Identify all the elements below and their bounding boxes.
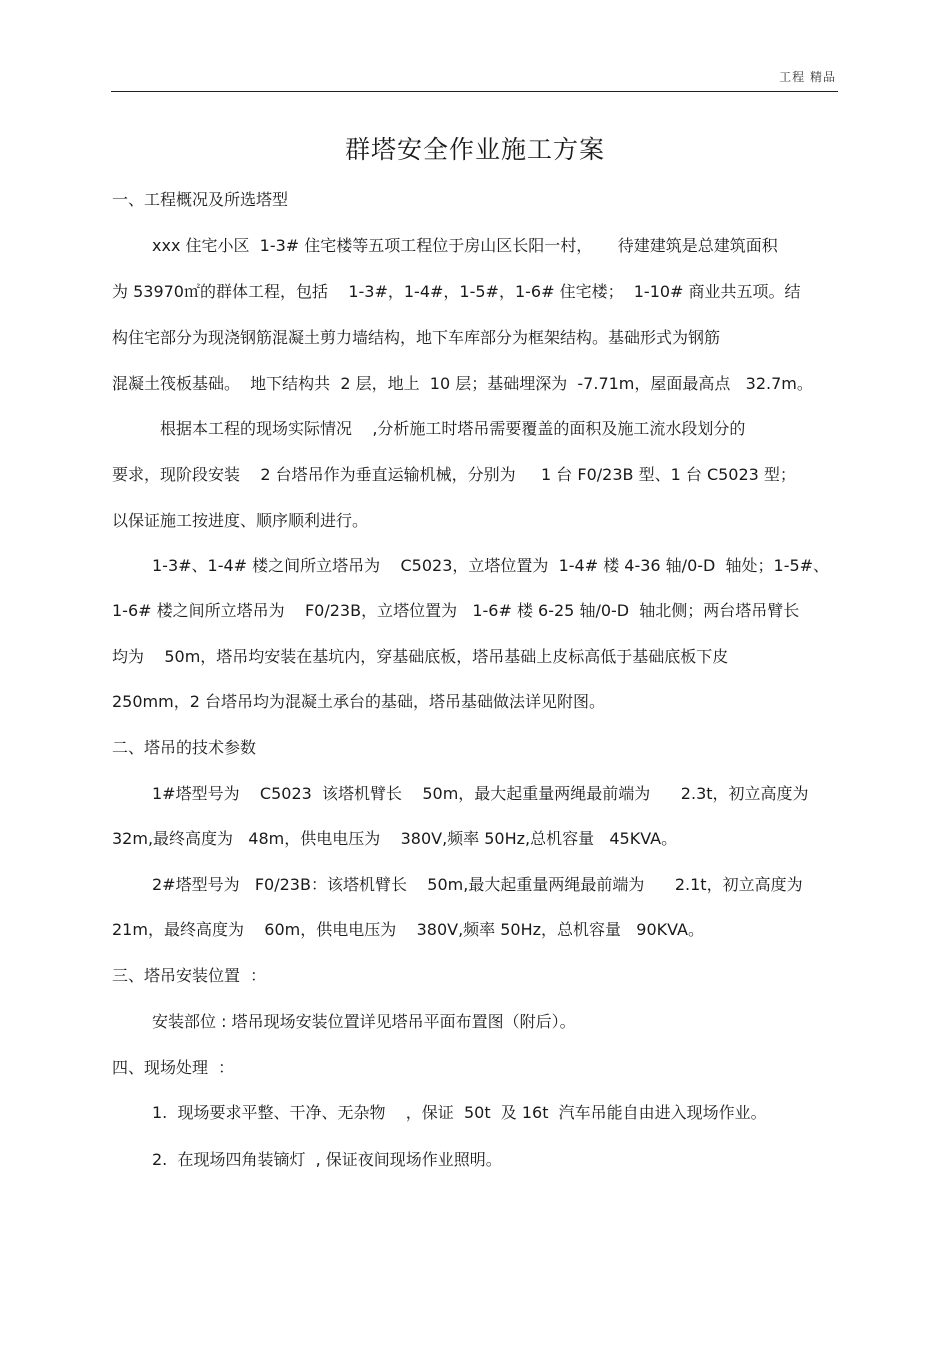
list-item: 2. 在现场四角装镝灯 , 保证夜间现场作业照明。 bbox=[152, 1150, 502, 1169]
paragraph-line: 1-6# 楼之间所立塔吊为 F0/23B，立塔位置为 1-6# 楼 6-25 轴/0-D 轴北侧；两台塔吊臂长 bbox=[112, 601, 800, 620]
section-heading-crane-params: 二、塔吊的技术参数 bbox=[112, 738, 257, 757]
paragraph-line: 21m，最终高度为 60m，供电电压为 380V,频率 50Hz，总机容量 90KVA。 bbox=[112, 920, 705, 939]
section-heading-site-prep: 四、现场处理 ： bbox=[112, 1058, 235, 1077]
paragraph-line: 要求，现阶段安装 2 台塔吊作为垂直运输机械，分别为 1 台 F0/23B 型、1 台 C5023 型； bbox=[112, 465, 796, 484]
header-label: 工程 精品 bbox=[779, 70, 836, 84]
paragraph-line: xxx 住宅小区 1-3# 住宅楼等五项工程位于房山区长阳一村， 待建建筑是总建筑面积 bbox=[152, 236, 778, 255]
document-title: 群塔安全作业施工方案 bbox=[344, 135, 605, 164]
list-item: 1. 现场要求平整、干净、无杂物 ，保证 50t 及 16t 汽车吊能自由进入现场作业。 bbox=[152, 1103, 767, 1122]
paragraph-line: 为 53970㎡的群体工程，包括 1-3#，1-4#，1-5#，1-6# 住宅楼； 1-10# 商业共五项。结 bbox=[112, 282, 801, 301]
section-heading-overview: 一、工程概况及所选塔型 bbox=[112, 190, 289, 209]
paragraph-line: 1-3#、1-4# 楼之间所立塔吊为 C5023，立塔位置为 1-4# 楼 4-36 轴/0-D 轴处；1-5#、 bbox=[152, 556, 830, 575]
paragraph-line: 构住宅部分为现浇钢筋混凝土剪力墙结构，地下车库部分为框架结构。基础形式为钢筋 bbox=[112, 328, 721, 347]
section-heading-install-location: 三、塔吊安装位置 ： bbox=[112, 966, 267, 985]
paragraph-line: 以保证施工按进度、顺序顺利进行。 bbox=[112, 511, 369, 530]
paragraph-line: 根据本工程的现场实际情况 ,分析施工时塔吊需要覆盖的面积及施工流水段划分的 bbox=[160, 419, 746, 438]
paragraph-line: 32m,最终高度为 48m，供电电压为 380V,频率 50Hz,总机容量 45KVA。 bbox=[112, 829, 678, 848]
paragraph-line: 混凝土筏板基础。 地下结构共 2 层，地上 10 层；基础埋深为 -7.71m，屋面最高点 32.7m。 bbox=[112, 374, 813, 393]
paragraph-line: 安装部位 : 塔吊现场安装位置详见塔吊平面布置图（附后）。 bbox=[152, 1012, 576, 1031]
header-divider bbox=[111, 91, 838, 92]
paragraph-line: 2#塔型号为 F0/23B：该塔机臂长 50m,最大起重量两绳最前端为 2.1t，初立高度为 bbox=[152, 875, 803, 894]
paragraph-line: 250mm，2 台塔吊均为混凝土承台的基础，塔吊基础做法详见附图。 bbox=[112, 692, 605, 711]
paragraph-line: 1#塔型号为 C5023 该塔机臂长 50m，最大起重量两绳最前端为 2.3t，初立高度为 bbox=[152, 784, 809, 803]
paragraph-line: 均为 50m，塔吊均安装在基坑内，穿基础底板，塔吊基础上皮标高低于基础底板下皮 bbox=[112, 647, 729, 666]
